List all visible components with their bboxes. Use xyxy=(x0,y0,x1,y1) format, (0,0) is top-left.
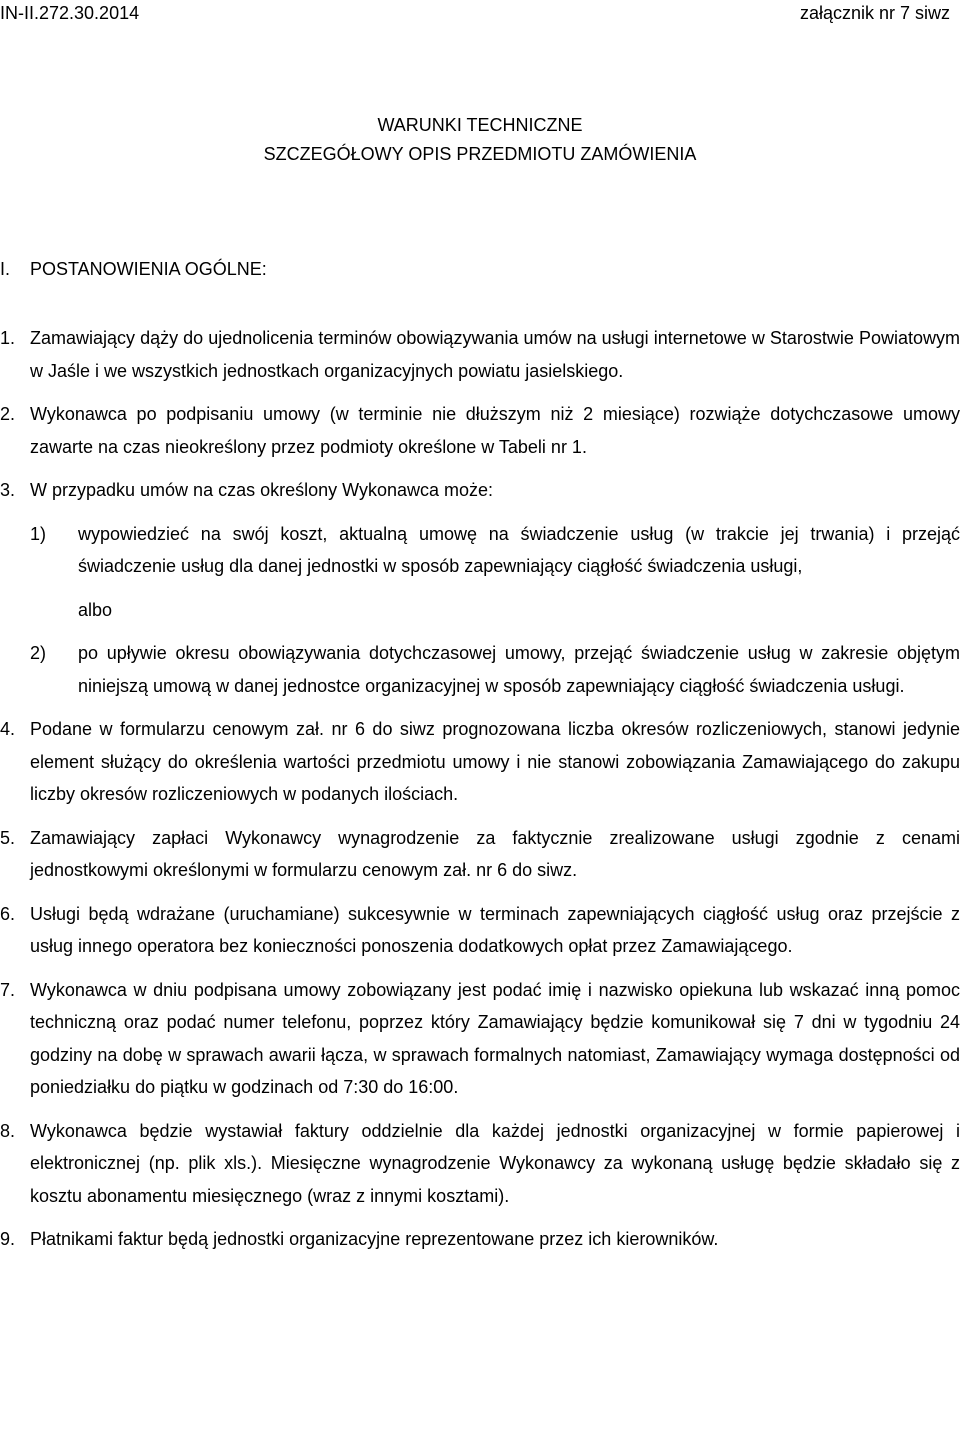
item-number: 7. xyxy=(0,979,16,1000)
item-number: 6. xyxy=(0,903,16,924)
subitem-text: po upływie okresu obowiązywania dotychczasowej umowy, przejąć świadczenie usług w zakresie objętym niniejszą umową w danej jednostce organizacyjnej w sposób zapewniający ciągłość świadczenia usługi. xyxy=(78,643,960,696)
item-text: Zamawiający dąży do ujednolicenia terminów obowiązywania umów na usługi internetowe w Starostwie Powiatowym w Jaśle i we wszystkich jednostkach organizacyjnych powiatu jasielskiego. xyxy=(30,328,960,381)
subitem-text: wypowiedzieć na swój koszt, aktualną umowę na świadczenie usług (w trakcie jej trwania) i przejąć świadczenie usług dla danej jednostki w sposób zapewniający ciągłość świadczenia usługi, xyxy=(78,523,960,576)
item-text: Podane w formularzu cenowym zał. nr 6 do siwz prognozowana liczba okresów rozliczeniowych, stanowi jedynie element służący do określenia wartości przedmiotu umowy i nie stanowi zobowiązania Zamawiającego do zakupu liczby okresów rozliczeniowych w podanych ilościach. xyxy=(30,719,960,804)
item-text: Wykonawca po podpisaniu umowy (w terminie nie dłuższym niż 2 miesiące) rozwiąże dotychczasowe umowy zawarte na czas nieokreślony przez podmioty określone w Tabeli nr 1. xyxy=(30,404,960,457)
item-text: Wykonawca będzie wystawiał faktury oddzielnie dla każdej jednostki organizacyjnej w formie papierowej i elektronicznej (np. plik xls.). Miesięczne wynagrodzenie Wykonawcy za wykonaną usługę będzie składało się z kosztu abonamentu miesięcznego (wraz z innymi kosztami). xyxy=(30,1120,960,1206)
document-title: WARUNKI TECHNICZNE xyxy=(377,115,583,135)
item-text: W przypadku umów na czas określony Wykonawca może: xyxy=(30,480,494,500)
list-item xyxy=(0,898,960,963)
sub-list-item xyxy=(0,637,960,702)
item-text: Usługi będą wdrażane (uruchamiane) sukcesywnie w terminach zapewniających ciągłość usług oraz przejście z usług innego operatora bez konieczności ponoszenia dodatkowych opłat przez Zamawiającego. xyxy=(30,903,960,956)
list-item xyxy=(0,474,960,507)
item-text: Zamawiający zapłaci Wykonawcy wynagrodzenie za faktycznie zrealizowane usługi zgodnie z cenami jednostkowymi określonymi w formularzu cenowym zał. nr 6 do siwz. xyxy=(30,827,960,880)
item-number: 9. xyxy=(0,1229,16,1249)
item-number: 4. xyxy=(0,719,16,739)
item-number: 5. xyxy=(0,827,16,848)
sub-list-item xyxy=(0,518,960,583)
section-title: POSTANOWIENIA OGÓLNE: xyxy=(30,259,267,279)
list-item xyxy=(0,398,960,463)
list-item xyxy=(0,1115,960,1213)
list-item xyxy=(0,322,960,387)
section-number: I. xyxy=(0,259,11,279)
document-reference: IN-II.272.30.2014 xyxy=(0,3,140,23)
item-text: Wykonawca w dniu podpisana umowy zobowiązany jest podać imię i nazwisko opiekuna lub wskazać inną pomoc techniczną oraz podać numer telefonu, poprzez który Zamawiający będzie komunikował się 7 dni w tygodniu 24 godziny na dobę w sprawach awarii łącza, w sprawach formalnych natomiast, Zamawiający wymaga dostępności od poniedziałku do piątku w godzinach od 7:30 do 16:00. xyxy=(30,979,960,1097)
item-number: 2. xyxy=(0,404,16,424)
attachment-label: załącznik nr 7 siwz xyxy=(799,3,950,23)
item-number: 3. xyxy=(0,480,16,500)
list-item xyxy=(0,822,960,887)
item-number: 8. xyxy=(0,1120,16,1141)
subitem-number: 2) xyxy=(30,643,47,663)
connector-word: albo xyxy=(78,599,113,620)
list-item xyxy=(0,974,960,1104)
item-text: Płatnikami faktur będą jednostki organizacyjne reprezentowane przez ich kierowników. xyxy=(30,1229,719,1249)
item-number: 1. xyxy=(0,328,16,348)
section-heading xyxy=(0,258,267,280)
list-item xyxy=(0,1223,960,1256)
subitem-number: 1) xyxy=(30,523,47,544)
document-subtitle: SZCZEGÓŁOWY OPIS PRZEDMIOTU ZAMÓWIENIA xyxy=(263,144,697,164)
list-item xyxy=(0,713,960,811)
numbered-list xyxy=(0,322,960,1256)
